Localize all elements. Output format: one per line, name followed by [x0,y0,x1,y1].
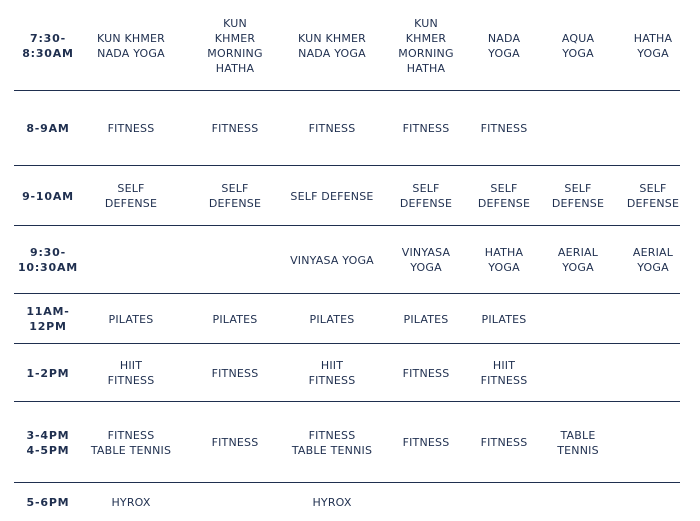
row-divider [14,225,680,226]
class-cell [620,344,686,402]
class-cell: FITNESS [308,122,356,135]
class-cell [388,483,464,521]
schedule-row [0,0,700,91]
class-cell: PILATES [309,312,355,326]
row-divider [14,343,680,344]
schedule-row [0,344,700,402]
class-cell: PILATES [481,312,527,326]
class-cell [620,402,686,483]
class-cell: KUN KHMER NADA YOGA [96,31,166,60]
row-divider [14,401,680,402]
schedule-row [0,294,700,344]
class-cell: TABLE TENNIS [557,428,599,457]
time-slot-label: 1-2PM [26,366,70,380]
time-slot-label: 9:30- 10:30AM [17,246,79,274]
row-divider [14,90,680,91]
class-cell: HIIT FITNESS [107,359,155,387]
time-slot-label: 7:30- 8:30AM [22,31,74,60]
class-cell: SELF DEFENSE [551,182,605,210]
class-cell: KUN KHMER MORNING HATHA [398,16,454,75]
schedule-row [0,226,700,294]
class-cell: HIIT FITNESS [308,359,356,387]
class-cell: SELF DEFENSE [104,182,158,210]
class-cell: PILATES [403,312,449,326]
time-slot-label: 3-4PM 4-5PM [26,428,70,457]
class-cell [470,483,538,521]
class-cell: HYROX [111,495,151,509]
class-cell: FITNESS [107,122,155,135]
class-cell: KUN KHMER NADA YOGA [297,31,367,60]
class-cell: HYROX [312,495,352,509]
row-divider [14,293,680,294]
schedule-row [0,166,700,226]
class-cell: VINYASA YOGA [290,253,374,267]
schedule-row [0,402,700,483]
class-cell [90,226,172,294]
time-slot-label: 11AM- 12PM [26,305,70,333]
class-cell: SELF DEFENSE [208,182,262,210]
class-cell: AQUA YOGA [561,31,595,60]
time-slot-label: 5-6PM [26,495,70,509]
class-cell: HIIT FITNESS [480,359,528,387]
class-cell: AERIAL YOGA [632,246,674,274]
class-cell: AERIAL YOGA [557,246,599,274]
class-cell [540,294,616,344]
class-cell [540,483,616,521]
class-cell [620,91,686,166]
class-cell: FITNESS [402,436,450,449]
schedule-row [0,91,700,166]
class-cell: FITNESS [211,122,259,135]
class-cell [195,226,275,294]
class-cell: PILATES [108,312,154,326]
class-cell: SELF DEFENSE [399,182,453,210]
class-cell: FITNESS TABLE TENNIS [291,428,373,457]
class-cell: FITNESS [402,122,450,135]
class-cell [540,91,616,166]
class-cell: HATHA YOGA [484,246,524,274]
class-cell: NADA YOGA [487,31,521,60]
class-cell: FITNESS [480,436,528,449]
class-cell [620,483,686,521]
class-cell: VINYASA YOGA [401,246,451,274]
row-divider [14,165,680,166]
class-cell: SELF DEFENSE [626,182,680,210]
class-cell: FITNESS TABLE TENNIS [90,428,172,457]
class-cell: PILATES [212,312,258,326]
class-cell: FITNESS [402,366,450,380]
class-cell: HATHA YOGA [633,31,673,60]
class-cell [195,483,275,521]
class-cell: FITNESS [480,122,528,135]
class-cell: SELF DEFENSE [290,189,374,203]
class-cell [620,294,686,344]
time-slot-label: 9-10AM [22,189,74,203]
class-cell: KUN KHMER MORNING HATHA [207,16,263,75]
class-cell: FITNESS [211,436,259,449]
schedule-row [0,483,700,521]
time-slot-label: 8-9AM [26,122,70,135]
class-cell: SELF DEFENSE [477,182,531,210]
class-cell: FITNESS [211,366,259,380]
row-divider [14,482,680,483]
class-cell [540,344,616,402]
